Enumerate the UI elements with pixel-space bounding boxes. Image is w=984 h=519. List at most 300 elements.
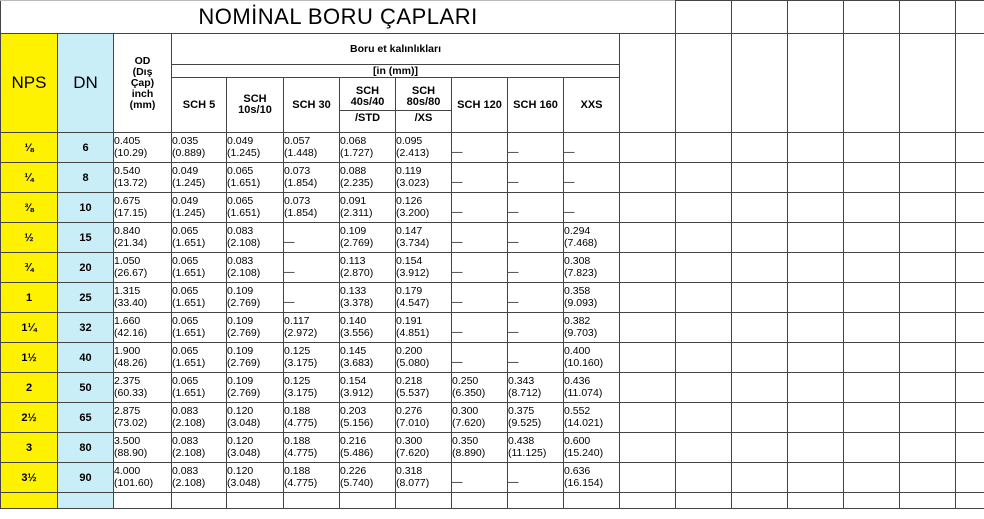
sch40-header-line: /STD (340, 110, 395, 125)
cell-inch-value: 0.540 (114, 165, 141, 177)
cell-inch-value: 0.145 (340, 345, 367, 357)
sch160-cell (508, 133, 564, 163)
sch10-cell (227, 163, 284, 193)
sch5-cell (172, 193, 227, 223)
sch80-cell (396, 193, 452, 223)
empty-cell (844, 493, 900, 509)
cell-mm-value: (1.245) (172, 206, 206, 219)
table-row (1, 193, 984, 223)
sch160-cell (508, 373, 564, 403)
empty-cell (844, 283, 900, 313)
empty-cell (788, 133, 844, 163)
cell-mm-value: (48.26) (114, 356, 148, 369)
cell-inch-value: 0.083 (227, 255, 254, 267)
cell-inch-value: 0.126 (396, 195, 423, 207)
sch80-cell (396, 373, 452, 403)
xxs-cell (564, 163, 620, 193)
sch40-cell (340, 403, 396, 433)
cell-inch-value: 0.840 (114, 225, 141, 237)
cell-inch-value: 0.436 (564, 375, 591, 387)
sch80-cell (396, 313, 452, 343)
empty-cell (956, 1, 984, 34)
sch10-header (227, 78, 284, 133)
sch10-cell (227, 283, 284, 313)
cell-mm-value: (2.108) (172, 416, 206, 429)
cell-inch-value: 0.083 (172, 435, 199, 447)
nps-cell: 2½ (1, 403, 58, 433)
empty-cell (676, 34, 732, 133)
cell-inch-value: 3.500 (114, 435, 141, 447)
empty-cell (900, 373, 956, 403)
empty-cell (1, 493, 58, 509)
nps-cell: 3½ (1, 463, 58, 493)
sch5-cell (172, 253, 227, 283)
cell-inch-value: 0.188 (284, 465, 311, 477)
sch30-cell (284, 373, 340, 403)
sch30-cell (284, 193, 340, 223)
cell-inch-value: 0.065 (227, 195, 254, 207)
cell-inch-value: — (508, 326, 519, 339)
sch120-cell (452, 223, 508, 253)
cell-mm-value: (1.651) (172, 236, 206, 249)
sch10-cell (227, 403, 284, 433)
table-row (1, 253, 984, 283)
sch160-cell (508, 163, 564, 193)
cell-inch-value: 0.300 (396, 435, 423, 447)
empty-cell (732, 34, 788, 133)
empty-cell (732, 463, 788, 493)
empty-cell (900, 223, 956, 253)
nps-cell: ⅛ (1, 133, 58, 163)
od-cell (114, 313, 172, 343)
cell-inch-value: — (508, 356, 519, 369)
cell-mm-value: (5.156) (340, 416, 374, 429)
od-cell (114, 223, 172, 253)
od-header-line: inch (131, 87, 154, 100)
sch120-cell (452, 253, 508, 283)
empty-cell (788, 163, 844, 193)
nps-cell: ¼ (1, 163, 58, 193)
cell-inch-value: — (284, 266, 295, 279)
xxs-cell (564, 373, 620, 403)
cell-mm-value: (8.077) (396, 476, 430, 489)
empty-cell (732, 253, 788, 283)
cell-inch-value: 0.091 (340, 195, 367, 207)
cell-inch-value: — (452, 176, 463, 189)
cell-mm-value: (1.651) (172, 356, 206, 369)
cell-mm-value: (2.108) (227, 266, 261, 279)
table-row (1, 133, 984, 163)
empty-cell (956, 313, 984, 343)
cell-mm-value: (5.486) (340, 446, 374, 459)
empty-cell (114, 493, 172, 509)
empty-cell (676, 1, 732, 34)
empty-cell (732, 163, 788, 193)
sch40-cell (340, 373, 396, 403)
cell-mm-value: (11.125) (508, 446, 547, 459)
cell-inch-value: — (508, 296, 519, 309)
nps-cell: 1¼ (1, 313, 58, 343)
cell-mm-value: (88.90) (114, 446, 148, 459)
sch5-cell (172, 133, 227, 163)
cell-inch-value: 0.382 (564, 315, 591, 327)
empty-cell (956, 133, 984, 163)
sch5-cell (172, 343, 227, 373)
page-title: NOMİNAL BORU ÇAPLARI (1, 1, 676, 34)
nps-cell: ½ (1, 223, 58, 253)
cell-inch-value: — (508, 476, 519, 489)
xxs-cell (564, 283, 620, 313)
sch40-cell (340, 343, 396, 373)
cell-mm-value: (9.525) (508, 416, 542, 429)
dn-cell: 10 (58, 193, 114, 223)
cell-inch-value: 0.065 (227, 165, 254, 177)
sch40-cell (340, 283, 396, 313)
cell-mm-value: (4.547) (396, 296, 430, 309)
cell-inch-value: 0.049 (172, 165, 199, 177)
cell-mm-value: (73.02) (114, 416, 148, 429)
sch30-cell (284, 163, 340, 193)
cell-inch-value: 0.300 (452, 405, 479, 417)
cell-mm-value: (2.972) (284, 326, 318, 339)
empty-cell (900, 343, 956, 373)
empty-cell (788, 343, 844, 373)
cell-inch-value: 1.315 (114, 285, 141, 297)
sch40-header (340, 78, 396, 133)
empty-cell (452, 493, 508, 509)
cell-mm-value: (5.537) (396, 386, 430, 399)
cell-mm-value: (1.854) (284, 176, 318, 189)
empty-cell (676, 133, 732, 163)
cell-inch-value: — (508, 266, 519, 279)
cell-mm-value: (3.175) (284, 386, 318, 399)
empty-cell (676, 223, 732, 253)
cell-inch-value: 0.191 (396, 315, 423, 327)
cell-mm-value: (1.651) (172, 386, 206, 399)
cell-mm-value: (9.093) (564, 296, 598, 309)
cell-mm-value: (2.413) (396, 146, 430, 159)
dn-cell: 65 (58, 403, 114, 433)
cell-inch-value: 0.203 (340, 405, 367, 417)
sch30-cell (284, 433, 340, 463)
cell-inch-value: 0.125 (284, 345, 311, 357)
sch5-cell (172, 313, 227, 343)
od-cell (114, 163, 172, 193)
empty-cell (676, 343, 732, 373)
table-row (1, 283, 984, 313)
cell-inch-value: 0.188 (284, 405, 311, 417)
cell-mm-value: (1.651) (227, 206, 261, 219)
cell-inch-value: 2.875 (114, 405, 141, 417)
sch5-cell (172, 163, 227, 193)
nps-cell: 3 (1, 433, 58, 463)
sch5-cell (172, 373, 227, 403)
cell-inch-value: — (564, 176, 575, 189)
cell-mm-value: (3.378) (340, 296, 374, 309)
empty-cell (956, 223, 984, 253)
sch5-cell (172, 433, 227, 463)
sch5-header: SCH 5 (172, 78, 227, 133)
table-row (1, 433, 984, 463)
empty-cell (844, 163, 900, 193)
cell-mm-value: (15.240) (564, 446, 604, 459)
sch10-cell (227, 433, 284, 463)
empty-cell (844, 313, 900, 343)
empty-cell (788, 403, 844, 433)
cell-inch-value: — (508, 146, 519, 159)
cell-mm-value: (7.010) (396, 416, 430, 429)
sch40-cell (340, 313, 396, 343)
cell-mm-value: (26.67) (114, 266, 148, 279)
dn-cell: 50 (58, 373, 114, 403)
cell-inch-value: 0.113 (340, 255, 366, 267)
empty-cell (844, 193, 900, 223)
cell-mm-value: (14.021) (564, 416, 604, 429)
empty-cell (956, 283, 984, 313)
empty-cell (732, 133, 788, 163)
sch5-cell (172, 223, 227, 253)
cell-inch-value: 0.117 (284, 315, 310, 327)
empty-cell (340, 493, 396, 509)
sch10-cell (227, 223, 284, 253)
sch80-cell (396, 463, 452, 493)
cell-mm-value: (5.080) (396, 356, 430, 369)
sch120-cell (452, 163, 508, 193)
empty-cell (788, 193, 844, 223)
cell-inch-value: — (452, 476, 463, 489)
cell-inch-value: 2.375 (114, 375, 141, 387)
cell-mm-value: (1.651) (172, 266, 206, 279)
empty-cell (788, 34, 844, 133)
cell-mm-value: (33.40) (114, 296, 148, 309)
empty-cell (956, 373, 984, 403)
empty-cell (844, 343, 900, 373)
wall-thickness-header: Boru et kalınlıkları (172, 34, 620, 65)
empty-cell (732, 493, 788, 509)
empty-cell (620, 343, 676, 373)
sch160-cell (508, 403, 564, 433)
cell-inch-value: 0.179 (396, 285, 423, 297)
cell-mm-value: (1.245) (172, 176, 206, 189)
cell-mm-value: (2.108) (172, 476, 206, 489)
cell-mm-value: (2.870) (340, 266, 374, 279)
cell-inch-value: — (508, 176, 519, 189)
cell-mm-value: (2.235) (340, 176, 374, 189)
empty-cell (396, 493, 452, 509)
cell-mm-value: (1.245) (227, 146, 261, 159)
xxs-header: XXS (564, 78, 620, 133)
sch120-cell (452, 433, 508, 463)
cell-mm-value: (3.683) (340, 356, 374, 369)
empty-cell (732, 1, 788, 34)
cell-inch-value: 0.119 (396, 165, 422, 177)
sch160-cell (508, 433, 564, 463)
sch40-cell (340, 223, 396, 253)
od-cell (114, 373, 172, 403)
cell-inch-value: 0.109 (340, 225, 367, 237)
nps-cell: 2 (1, 373, 58, 403)
od-cell (114, 133, 172, 163)
sch160-cell (508, 253, 564, 283)
cell-inch-value: 0.400 (564, 345, 591, 357)
sch10-cell (227, 253, 284, 283)
table-row (1, 403, 984, 433)
sch160-header: SCH 160 (508, 78, 564, 133)
empty-cell (788, 1, 844, 34)
cell-mm-value: (2.769) (227, 386, 261, 399)
cell-inch-value: 0.120 (227, 435, 254, 447)
cell-inch-value: 0.276 (396, 405, 423, 417)
cell-mm-value: (42.16) (114, 326, 148, 339)
empty-cell (732, 373, 788, 403)
sch80-header-line: SCH (411, 84, 436, 97)
cell-inch-value: 0.109 (227, 345, 254, 357)
dn-cell: 90 (58, 463, 114, 493)
od-header-line: OD (134, 54, 151, 67)
od-cell (114, 193, 172, 223)
empty-cell (788, 433, 844, 463)
empty-cell (676, 373, 732, 403)
empty-cell (900, 463, 956, 493)
sch80-header (396, 78, 452, 133)
sch120-cell (452, 283, 508, 313)
sch40-cell (340, 253, 396, 283)
cell-mm-value: (2.769) (227, 356, 261, 369)
sch10-cell (227, 343, 284, 373)
empty-cell (788, 253, 844, 283)
cell-mm-value: (3.023) (396, 176, 430, 189)
cell-inch-value: 0.358 (564, 285, 591, 297)
cell-inch-value: 0.147 (396, 225, 423, 237)
table-row (1, 343, 984, 373)
cell-inch-value: 0.216 (340, 435, 367, 447)
cell-inch-value: 0.120 (227, 405, 254, 417)
sch120-cell (452, 343, 508, 373)
table-row (1, 373, 984, 403)
empty-cell (620, 133, 676, 163)
sch30-cell (284, 343, 340, 373)
cell-inch-value: 0.083 (227, 225, 254, 237)
sch160-cell (508, 193, 564, 223)
sch120-header: SCH 120 (452, 78, 508, 133)
empty-cell (508, 493, 564, 509)
cell-inch-value: 0.294 (564, 225, 591, 237)
cell-inch-value: 0.140 (340, 315, 367, 327)
sch40-cell (340, 163, 396, 193)
sch160-cell (508, 463, 564, 493)
empty-cell (900, 253, 956, 283)
sch80-cell (396, 163, 452, 193)
cell-inch-value: 0.065 (172, 255, 199, 267)
cell-mm-value: (3.048) (227, 446, 261, 459)
sch5-cell (172, 463, 227, 493)
od-cell (114, 463, 172, 493)
empty-cell (900, 34, 956, 133)
sch30-header: SCH 30 (284, 78, 340, 133)
cell-inch-value: 0.552 (564, 405, 591, 417)
empty-cell (676, 493, 732, 509)
sch80-cell (396, 343, 452, 373)
empty-cell (956, 34, 984, 133)
empty-cell (900, 1, 956, 34)
cell-mm-value: (4.775) (284, 476, 318, 489)
cell-inch-value: 0.065 (172, 315, 199, 327)
cell-inch-value: 1.900 (114, 345, 141, 357)
cell-inch-value: — (508, 206, 519, 219)
dn-cell: 15 (58, 223, 114, 253)
empty-cell (620, 463, 676, 493)
empty-cell (676, 463, 732, 493)
dn-cell: 40 (58, 343, 114, 373)
xxs-cell (564, 133, 620, 163)
empty-cell (844, 253, 900, 283)
empty-cell (620, 193, 676, 223)
sch160-cell (508, 283, 564, 313)
empty-cell (620, 34, 676, 133)
cell-inch-value: 0.250 (452, 375, 479, 387)
cell-inch-value: 0.083 (172, 465, 199, 477)
sch30-cell (284, 403, 340, 433)
cell-mm-value: (3.912) (396, 266, 430, 279)
empty-cell (788, 283, 844, 313)
cell-inch-value: 0.350 (452, 435, 479, 447)
cell-mm-value: (17.15) (114, 206, 148, 219)
cell-inch-value: 0.065 (172, 375, 199, 387)
cell-mm-value: (2.311) (340, 206, 373, 219)
cell-mm-value: (16.154) (564, 476, 604, 489)
sch80-cell (396, 253, 452, 283)
empty-cell (676, 193, 732, 223)
empty-cell (956, 403, 984, 433)
empty-cell (732, 433, 788, 463)
empty-cell (732, 343, 788, 373)
cell-inch-value: 0.675 (114, 195, 141, 207)
cell-mm-value: (5.740) (340, 476, 374, 489)
table-row (1, 463, 984, 493)
od-cell (114, 343, 172, 373)
sch40-cell (340, 133, 396, 163)
empty-cell (844, 433, 900, 463)
sch30-cell (284, 133, 340, 163)
sch160-cell (508, 223, 564, 253)
cell-mm-value: (6.350) (452, 386, 486, 399)
empty-cell (844, 403, 900, 433)
cell-inch-value: — (452, 356, 463, 369)
sch40-cell (340, 433, 396, 463)
empty-cell (900, 163, 956, 193)
sch80-cell (396, 433, 452, 463)
empty-cell (900, 493, 956, 509)
sch5-cell (172, 283, 227, 313)
dn-cell: 80 (58, 433, 114, 463)
empty-cell (732, 223, 788, 253)
sch40-header-line: 40s/40 (350, 95, 385, 108)
empty-cell (620, 313, 676, 343)
empty-cell (844, 1, 900, 34)
cell-mm-value: (7.823) (564, 266, 598, 279)
cell-inch-value: 0.188 (284, 435, 311, 447)
sch80-header-line: 80s/80 (406, 95, 441, 108)
cell-inch-value: 0.109 (227, 315, 254, 327)
cell-inch-value: 0.073 (284, 165, 311, 177)
empty-cell (788, 463, 844, 493)
cell-inch-value: 0.438 (508, 435, 535, 447)
sch40-cell (340, 463, 396, 493)
cell-mm-value: (21.34) (114, 236, 148, 249)
cell-inch-value: — (452, 236, 463, 249)
cell-inch-value: — (564, 206, 575, 219)
sch10-cell (227, 463, 284, 493)
